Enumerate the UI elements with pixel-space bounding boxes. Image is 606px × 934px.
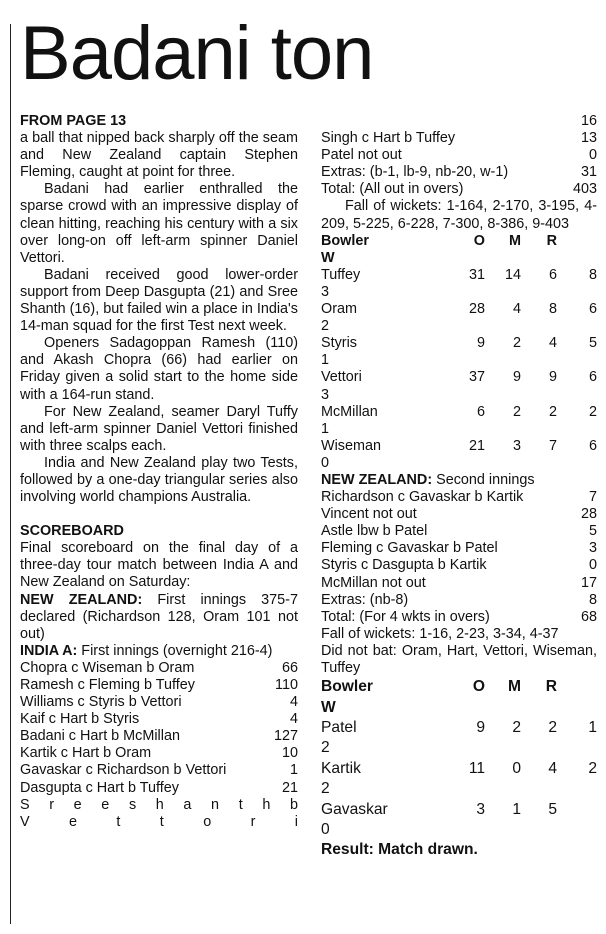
letter: r (49, 796, 55, 813)
letter: r (250, 813, 256, 830)
maidens: 4 (512, 301, 521, 318)
innings-summary: First innings 375-7 declared (Richardson 128, Oram 101 not out) (20, 591, 298, 642)
letter: s (128, 796, 137, 813)
batter: Williams c Styris b Vettori (20, 694, 182, 711)
batter: Styris c Dasgupta b Kartik (321, 557, 487, 574)
letter: t (116, 813, 121, 830)
column-rule (10, 24, 11, 924)
team-label: NEW ZEALAND: (20, 591, 143, 608)
overs: 37 (468, 369, 485, 386)
runs: 21 (281, 779, 298, 796)
batter: McMillan not out (321, 574, 426, 591)
extras: Extras: (b-1, lb-9, nb-20, w-1) (321, 164, 509, 181)
bowling-row (321, 335, 597, 352)
batter: Dasgupta c Hart b Tuffey (20, 779, 179, 796)
nz-first-innings (20, 592, 298, 643)
batter: Patel not out (321, 147, 402, 164)
letter: i (294, 813, 298, 830)
wickets-digit: 6 (588, 301, 597, 318)
wickets-digit: 6 (588, 437, 597, 454)
letter: h (155, 796, 164, 813)
overs: 21 (468, 437, 485, 454)
maidens: 9 (512, 369, 521, 386)
team-label: NEW ZEALAND: (321, 471, 433, 488)
runs: 2 (548, 403, 557, 420)
bowler: Oram (321, 301, 357, 318)
header-maidens: M (508, 678, 521, 696)
batter: Kartik c Hart b Oram (20, 745, 152, 762)
wickets-digit: 1 (588, 718, 597, 736)
runs: 2 (548, 718, 557, 736)
innings-summary: Second innings (432, 471, 535, 488)
batting-row (20, 711, 298, 728)
paragraph: For New Zealand, seamer Daryl Tuffy and left-arm spinner Daniel Vettori finished with three scalps each. (20, 403, 298, 454)
extras: Extras: (nb-8) (321, 591, 409, 608)
bowler: McMillan (321, 403, 378, 420)
bowler: Styris (321, 335, 357, 352)
wickets-digit: 3 (321, 386, 330, 403)
bowler: Gavaskar (321, 800, 388, 818)
runs: 8 (548, 301, 557, 318)
bowler: Wiseman (321, 437, 381, 454)
batter: Singh c Hart b Tuffey (321, 130, 456, 147)
letter: t (159, 813, 164, 830)
paragraph: Openers Sadagoppan Ramesh (110) and Akash Chopra (66) had earlier on Friday given a solid start to the home side with a 164-run stand. (20, 335, 298, 403)
spread-line (20, 814, 298, 831)
overs: 31 (468, 266, 485, 283)
wickets-digit: 2 (321, 780, 330, 798)
from-page-label: FROM PAGE 13 (20, 113, 127, 129)
runs: 9 (548, 369, 557, 386)
batter: Ramesh c Fleming b Tuffey (20, 677, 195, 693)
paragraph: a ball that nipped back sharply off the seam and New Zealand captain Stephen Fleming, caught at point for three. (20, 130, 298, 181)
bowling-row (321, 301, 597, 318)
runs: 0 (588, 147, 597, 164)
letter: h (262, 796, 271, 813)
header-bowler: Bowler (321, 232, 369, 249)
overs: 28 (468, 301, 485, 318)
maidens: 2 (512, 718, 521, 736)
bowling-row (321, 369, 597, 386)
header-overs: O (473, 232, 485, 249)
batting-row (20, 660, 298, 677)
runs: 403 (572, 181, 597, 198)
bowling-header (321, 677, 597, 697)
batting-row (321, 523, 597, 540)
overs: 9 (476, 335, 485, 352)
batting-row (20, 677, 298, 694)
innings-summary: First innings (overnight 216-4) (77, 642, 273, 659)
runs: 3 (588, 540, 597, 557)
bowling-row (321, 438, 597, 455)
letter: t (238, 796, 243, 813)
batter: Astle lbw b Patel (321, 523, 428, 540)
batting-row (20, 728, 298, 745)
batting-row (321, 557, 597, 574)
carry-runs: 16 (580, 113, 597, 129)
wickets-digit: 6 (588, 369, 597, 386)
wickets-digit: 0 (321, 820, 330, 838)
extras-row (321, 592, 597, 609)
did-not-bat: Did not bat: Oram, Hart, Vettori, Wiseman, Tuffey (321, 642, 597, 676)
wickets-digit: 2 (588, 759, 597, 777)
batter: Gavaskar c Richardson b Vettori (20, 762, 227, 779)
bowler: Tuffey (321, 266, 361, 283)
batting-row (321, 130, 597, 147)
paragraph: India and New Zealand play two Tests, followed by a one-day triangular series also involving world champions Australia. (20, 454, 298, 506)
wickets-digit: 0 (321, 454, 330, 471)
runs: 8 (588, 591, 597, 608)
maidens: 0 (512, 759, 521, 777)
letter: V (20, 813, 30, 830)
runs: 0 (588, 557, 597, 574)
letter: S (20, 796, 30, 813)
header-wickets: W (321, 249, 335, 266)
scoreboard-heading: SCOREBOARD (20, 523, 124, 540)
runs: 4 (548, 335, 557, 352)
india-first-innings (20, 643, 298, 660)
team-label: INDIA A: (20, 642, 78, 659)
runs: 5 (548, 800, 557, 818)
runs: 1 (289, 762, 298, 779)
wickets-digit: 3 (321, 283, 330, 300)
total: Total: (All out in overs) (321, 181, 464, 198)
header-maidens: M (509, 232, 521, 249)
wickets-digit: 2 (321, 318, 330, 335)
paragraph: Badani received good lower-order support from Deep Dasgupta (21) and Sree Shanth (16), but failed win a place in India's 14-man squad for the first Test next week. (20, 266, 298, 335)
header-bowler: Bowler (321, 678, 373, 696)
batting-row (321, 489, 597, 506)
letter: a (183, 796, 192, 813)
wickets-digit (557, 800, 597, 820)
runs: 10 (281, 745, 298, 762)
runs: 6 (548, 266, 557, 283)
bowling-row (321, 267, 597, 284)
batter: Kaif c Hart b Styris (20, 711, 140, 728)
batting-row (20, 780, 298, 797)
batter: Richardson c Gavaskar b Kartik (321, 489, 524, 506)
header-overs: O (472, 678, 485, 696)
batting-row (20, 745, 298, 762)
batting-row (321, 147, 597, 164)
wickets-digit: 2 (321, 739, 330, 757)
letter: e (69, 813, 78, 830)
batting-row (321, 506, 597, 523)
runs: 28 (580, 506, 597, 523)
batting-row (20, 762, 298, 779)
runs: 110 (275, 677, 298, 693)
maidens: 3 (512, 437, 521, 454)
runs: 66 (281, 659, 298, 676)
letter: e (73, 796, 82, 813)
overs: 9 (476, 718, 485, 736)
maidens: 1 (512, 800, 521, 818)
header-wickets: W (321, 698, 336, 716)
extras-row (321, 164, 597, 181)
batter: Fleming c Gavaskar b Patel (321, 540, 498, 557)
runs: 17 (580, 574, 597, 591)
wickets-digit: 1 (321, 352, 330, 369)
bowler: Kartik (321, 759, 361, 777)
batting-row (321, 540, 597, 557)
headline: Badani ton (20, 11, 374, 96)
fall-of-wickets: Fall of wickets: 1-164, 2-170, 3-195, 4-209, 5-225, 6-228, 7-300, 8-386, 9-403 (321, 198, 597, 232)
total-row (321, 609, 597, 626)
runs: 5 (588, 523, 597, 540)
maidens: 2 (512, 403, 521, 420)
bowling-header (321, 233, 597, 250)
runs: 7 (548, 437, 557, 454)
bowling-row (321, 800, 597, 820)
header-runs: R (546, 232, 557, 249)
runs: 127 (273, 728, 298, 745)
wickets-digit: 2 (588, 403, 597, 420)
runs: 31 (580, 164, 597, 181)
bowling-row (321, 404, 597, 421)
runs: 4 (548, 759, 557, 777)
runs: 4 (289, 711, 298, 728)
header-runs: R (545, 678, 557, 696)
match-result: Result: Match drawn. (321, 841, 478, 859)
overs: 6 (476, 403, 485, 420)
batter: Vincent not out (321, 506, 417, 523)
maidens: 14 (504, 266, 521, 283)
batting-row (321, 575, 597, 592)
bowler: Patel (321, 718, 357, 736)
runs: 7 (588, 489, 597, 506)
right-column (321, 113, 597, 861)
wickets-digit: 1 (321, 420, 330, 437)
letter: o (203, 813, 212, 830)
bowler: Vettori (321, 369, 362, 386)
overs: 11 (468, 759, 485, 777)
fall-of-wickets: Fall of wickets: 1-16, 2-23, 3-34, 4-37 (321, 625, 559, 642)
letter: n (211, 796, 220, 813)
batting-row (20, 694, 298, 711)
total: Total: (For 4 wkts in overs) (321, 608, 490, 625)
runs: 13 (580, 130, 597, 147)
scoreboard-intro: Final scoreboard on the final day of a three-day tour match between India A and New Zealand on Saturday: (20, 540, 298, 591)
batter: Chopra c Wiseman b Oram (20, 659, 195, 676)
nz-second-innings (321, 472, 597, 489)
wickets-digit: 8 (588, 266, 597, 283)
bowling-row (321, 759, 597, 779)
overs: 3 (476, 800, 485, 818)
spread-line (20, 797, 298, 814)
letter: e (101, 796, 110, 813)
paragraph: Badani had earlier enthralled the sparse crowd with an impressive display of clean hitting, reaching his century with a six over long-on off left-arm spinner Daniel Vettori. (20, 181, 298, 266)
wickets-digit: 5 (588, 335, 597, 352)
letter: b (289, 796, 298, 813)
bowling-row (321, 718, 597, 738)
runs: 4 (289, 694, 298, 711)
batter: Badani c Hart b McMillan (20, 728, 180, 745)
runs: 68 (580, 608, 597, 625)
maidens: 2 (512, 335, 521, 352)
total-row (321, 181, 597, 198)
left-column (20, 113, 298, 831)
